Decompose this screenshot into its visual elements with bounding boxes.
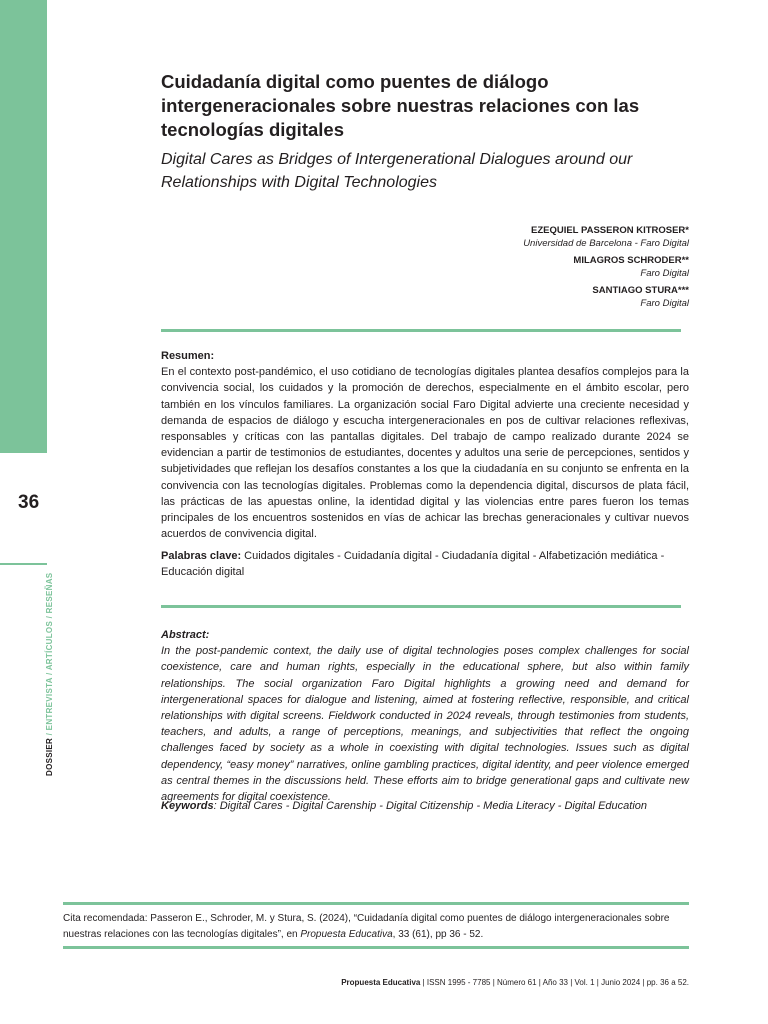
citation (63, 911, 693, 942)
author-affiliation: Universidad de Barcelona - Faro Digital (523, 238, 689, 249)
author-name: EZEQUIEL PASSERON KITROSER* (530, 225, 689, 236)
section-label (45, 573, 54, 776)
resumen-heading: Resumen: (161, 350, 215, 362)
section-label-dossier: DOSSIER (45, 737, 54, 776)
page-footer (341, 978, 689, 987)
footer-details: | ISSN 1995 - 7785 | Número 61 | Año 33 | Vol. 1 | Junio 2024 | pp. 36 a 52. (420, 978, 689, 987)
side-accent-bar (0, 0, 47, 453)
citation-journal: Propuesta Educativa (300, 928, 393, 940)
section-label-rest: / ENTREVISTA / ARTÍCULOS / RESEÑAS (45, 572, 54, 738)
divider (161, 329, 681, 332)
keywords (161, 798, 689, 814)
resumen-section (161, 348, 689, 542)
title-spanish: Cuidadanía digital como puentes de diálogo intergeneracionales sobre nuestras relaciones con las tecnologías digitales (161, 71, 640, 140)
citation-top-rule (63, 902, 689, 905)
footer-journal: Propuesta Educativa (341, 978, 421, 987)
abstract-text: In the post-pandemic context, the daily use of digital technologies poses complex challenges for social coexistence, care and human rights, especially in the educational sphere, but also within family relationships. The social organization Faro Digital highlights a growing need and demand for intergenerational spaces for dialogue and listening, aimed at fostering reflective, responsible, and critical relationships with digital screens. Fieldwork conducted in 2024 reveals, through testimonies from students, teachers, and adults, a range of perceptions, meanings, and subjectivities that reflect the ongoing challenges faced by society as a whole in coexisting with digital technologies. Issues such as digital dependency, “easy money” narratives, online gambling practices, digital identity, and peer violence emerged as central themes in the discussions held. These efforts aim to bridge generational gaps and cultivate new agreements for digital coexistence. (161, 645, 689, 804)
author-affiliation: Faro Digital (640, 298, 689, 309)
author-affiliation: Faro Digital (640, 268, 689, 279)
resumen-text: En el contexto post-pandémico, el uso cotidiano de tecnologías digitales plantea desafíos complejos para la convivencia social, los cuidados y la promoción de derechos, especialmente en el ámbito escolar, pero también en los vínculos familiares. La organización social Faro Digital advierte una creciente necesidad y demanda de espacios de diálogo y escucha intergeneracionales en pos de cultivar relaciones reflexivas, responsables y críticas con las pantallas digitales. Del trabajo de campo realizado durante 2024 se evidencian a partir de testimonios de estudiantes, docentes y adultos una serie de percepciones, sentidos y subjetividades que reflejan los desafíos constantes a los que la ciudadanía en su conjunto se enfrenta en la convivencia con las tecnologías digitales. Problemas como la dependencia digital, discursos de plata fácil, las prácticas de las apuestas online, la identidad digital y las violencias entre pares fueron los temas principales de los encuentros sostenidos en vías de achicar las brechas generacionales y cultivar nuevos acuerdos de convivencia digital. (161, 366, 689, 541)
author-name: SANTIAGO STURA*** (592, 285, 689, 296)
keywords-heading: Keywords (161, 800, 214, 812)
palabras-clave-heading: Palabras clave: (161, 550, 242, 562)
authors-block (523, 224, 689, 314)
divider (161, 605, 681, 608)
abstract-heading: Abstract: (161, 629, 210, 641)
citation-suffix: , 33 (61), pp 36 - 52. (392, 928, 484, 940)
abstract-section (161, 627, 689, 805)
page-number: 36 (18, 492, 40, 513)
palabras-clave (161, 548, 689, 580)
author-name: MILAGROS SCHRODER** (573, 255, 689, 266)
palabras-clave-text: Cuidados digitales - Cuidadanía digital - Ciudadanía digital - Alfabetización mediática - Educación digital (161, 550, 665, 579)
title-english: Digital Cares as Bridges of Intergenerational Dialogues around our Relationships with Digital Technologies (161, 151, 633, 191)
keywords-text: : Digital Cares - Digital Carenship - Digital Citizenship - Media Literacy - Digital Education (213, 800, 648, 812)
citation-bottom-rule (63, 946, 689, 949)
side-accent-line (0, 563, 47, 565)
citation-prefix: Cita recomendada: Passeron E., Schroder, M. y Stura, S. (2024), “Cuidadanía digital como puentes de diálogo intergeneracionales sobre nuestras relaciones con las tecnologías digitales”, en (63, 913, 670, 940)
